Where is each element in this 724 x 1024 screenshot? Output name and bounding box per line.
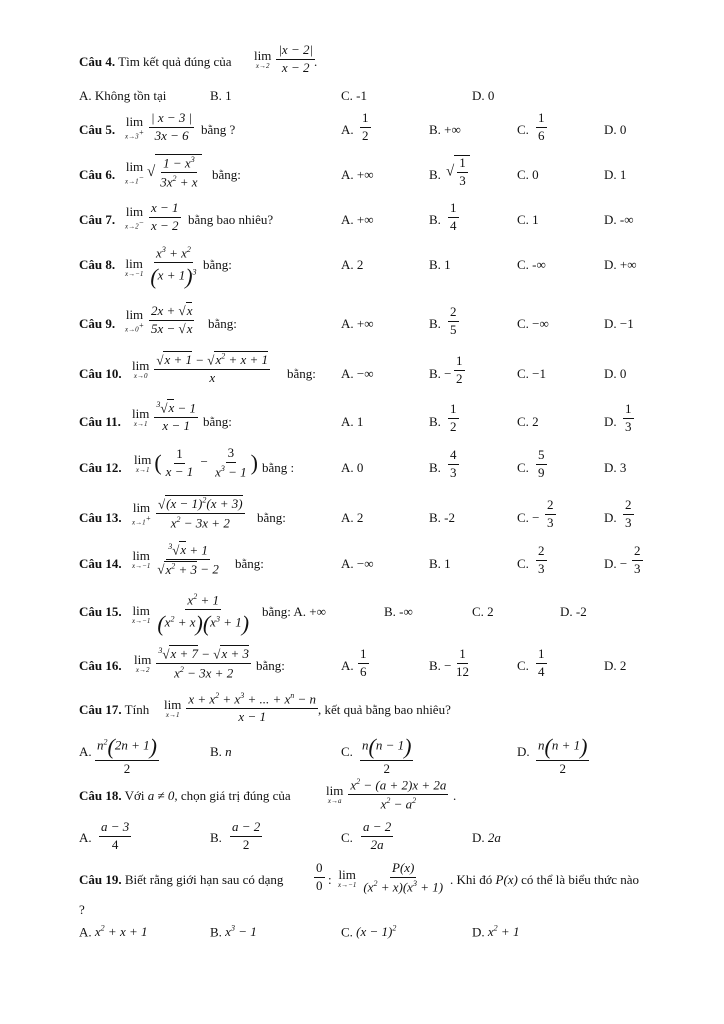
answer-b-value: $\frac{1}{2}$ (450, 401, 457, 434)
question-12 (0, 444, 724, 492)
answer-b-label[interactable]: B. (429, 212, 441, 227)
math-expression: lim x→−1 $\frac{x^2 + 1}{(x^2 + x)(x^3 + 1)}$ (132, 592, 250, 637)
question-label: Câu 11. (79, 414, 121, 429)
answers-4 (0, 88, 724, 106)
answer-b-label[interactable]: B. (429, 167, 441, 182)
answer-d-value: $\frac{n(n + 1)}{2}$ (538, 734, 588, 777)
question-text: . Khi đó (450, 872, 493, 887)
question-14 (0, 540, 724, 588)
polynomial-name: P(x) (495, 872, 518, 887)
question-19-continuation (0, 902, 724, 922)
question-text: bằng: (203, 414, 232, 429)
answer-c-label[interactable]: C. (517, 460, 529, 475)
math-expression: lim x→−1 $\frac{P(x)}{(x^2 + x)(x^3 + 1)}$ (338, 860, 444, 895)
answer-d-value: $x^2 + 1$ (487, 924, 520, 940)
answer-d[interactable]: D. 3 (604, 460, 627, 475)
answer-a-value: $\frac{1}{2}$ (362, 110, 369, 143)
question-label: Câu 19. (79, 872, 122, 887)
indeterminate-form: $\frac{0}{0}$ (316, 860, 323, 893)
question-text: bằng: (212, 167, 241, 182)
answer-a-label[interactable]: A. (341, 122, 354, 137)
question-text: Với (124, 788, 145, 803)
math-expression: lim x→1− √ $\frac{1 - x^3}{3x^2 + x}$ (125, 154, 202, 191)
answer-c-label[interactable]: C. (517, 122, 529, 137)
condition: a ≠ 0 (147, 788, 175, 803)
answer-b-label[interactable]: B. (429, 460, 441, 475)
answer-b-value: √ $\frac{1}{3}$ (446, 155, 470, 189)
answer-b-label[interactable]: B. (210, 744, 222, 759)
question-text: bằng: A. +∞ (262, 604, 326, 619)
answer-d[interactable]: D. 0 (604, 122, 627, 137)
answer-d-label[interactable]: D. (604, 414, 617, 429)
punctuation: . (314, 54, 318, 69)
answer-a[interactable]: A. +∞ (341, 167, 374, 182)
question-text: Tìm kết quả đúng của (118, 54, 232, 69)
answer-c-value: $(x - 1)^2$ (356, 924, 397, 940)
question-19 (0, 860, 724, 900)
question-7 (0, 199, 724, 241)
punctuation: : (328, 872, 332, 887)
answer-c[interactable]: C. −∞ (517, 316, 549, 331)
answer-a[interactable]: A. 0 (341, 460, 364, 475)
question-text: bằng : (262, 460, 295, 475)
answer-d-label[interactable]: D. − (604, 556, 628, 571)
answer-a-label[interactable]: A. (79, 924, 92, 940)
answer-d-value: $\frac{2}{3}$ (625, 497, 632, 530)
question-8 (0, 243, 724, 295)
answer-b-value: $\frac{1}{12}$ (456, 646, 469, 679)
answers-17 (0, 734, 724, 777)
math-expression: lim x→3+ $\frac{| x - 3 |}{3x - 6}$ (125, 110, 193, 143)
answer-b[interactable]: B. 1 (429, 257, 451, 272)
answer-a[interactable]: A. −∞ (341, 366, 374, 381)
answer-c-label[interactable]: C. (517, 658, 529, 673)
question-text: bằng: (203, 257, 232, 272)
question-13 (0, 494, 724, 540)
answer-d-value: 2a (487, 830, 501, 845)
answer-d-label[interactable]: D. (472, 830, 485, 845)
answer-c[interactable]: C. -∞ (517, 257, 546, 272)
question-6 (0, 152, 724, 196)
answer-c-value: $\frac{1}{6}$ (538, 110, 545, 143)
answers-18 (0, 820, 724, 860)
answer-b-value: n (225, 744, 232, 759)
answer-c[interactable]: C. 0 (517, 167, 539, 182)
answer-a[interactable]: A. +∞ (341, 316, 374, 331)
question-text: bằng: (287, 366, 316, 381)
question-text: có thể là biểu thức nào (521, 872, 639, 887)
answer-d[interactable]: D. 2 (604, 658, 627, 673)
answer-c-value: $\frac{2}{3}$ (538, 543, 545, 576)
answer-d-label[interactable]: D. (517, 744, 530, 759)
question-text: bằng bao nhiêu? (188, 212, 274, 227)
math-expression: lim x→2 $\frac{^3√x + 7 - √x + 3}{x^2 - 3x + 2}$ (134, 646, 249, 681)
question-label: Câu 7. (79, 212, 116, 227)
answer-a-value: $\frac{1}{6}$ (360, 646, 367, 679)
answer-c[interactable]: C. 2 (472, 604, 494, 619)
answer-c-value: $\frac{a - 2}{2a}$ (363, 819, 392, 852)
answer-b-value: $x^3 - 1$ (225, 924, 257, 940)
punctuation: . (453, 788, 457, 803)
answer-c[interactable]: C. -1 (341, 88, 367, 103)
answer-b-label[interactable]: B. (429, 414, 441, 429)
question-15 (0, 590, 724, 640)
question-label: Câu 6. (79, 167, 116, 182)
answer-b[interactable]: B. -∞ (384, 604, 413, 619)
answer-c-label[interactable]: C. (341, 744, 353, 759)
math-expression: lim x→1 $\frac{x + x^2 + x^3 + ... + x^n - n}{x - 1}$ (164, 691, 317, 725)
question-label: Câu 9. (79, 316, 116, 331)
answer-c-value: $\frac{1}{4}$ (538, 646, 545, 679)
answer-b[interactable]: B. 1 (210, 88, 232, 103)
answer-b-value: $\frac{4}{3}$ (450, 447, 457, 480)
answer-b-label[interactable]: B. − (429, 658, 452, 673)
math-expression: lim x→1 ( $\frac{1}{x - 1}$ − $\frac{3}{x^3 - 1}$ ) (134, 445, 258, 480)
answer-b[interactable]: B. 1 (429, 556, 451, 571)
answer-d-label[interactable]: D. (604, 510, 617, 525)
answer-d[interactable]: D. 1 (604, 167, 627, 182)
math-expression: lim x→−1 $\frac{^3√x + 1}{√x^2 + 3 - 2}$ (132, 542, 219, 577)
question-label: Câu 5. (79, 122, 116, 137)
question-text: bằng: (256, 658, 285, 673)
question-label: Câu 4. (79, 54, 116, 69)
answer-d-value: $\frac{2}{3}$ (634, 543, 641, 576)
answer-a-label[interactable]: A. (79, 744, 92, 759)
math-expression: lim x→1+ $\frac{√(x - 1)^2(x + 3)}{x^2 - 3x + 2}$ (132, 496, 243, 531)
answer-a[interactable]: A. 1 (341, 414, 364, 429)
question-label: Câu 16. (79, 658, 122, 673)
answer-d[interactable]: D. 0 (472, 88, 495, 103)
answer-a[interactable]: A. −∞ (341, 556, 374, 571)
answer-a[interactable]: A. 2 (341, 257, 364, 272)
answer-b-value: $\frac{1}{4}$ (450, 200, 457, 233)
answer-c[interactable]: C. 2 (517, 414, 539, 429)
question-label: Câu 10. (79, 366, 122, 381)
question-text: Tính (124, 702, 150, 717)
answer-c-label[interactable]: C. (341, 924, 353, 940)
answer-a-value: $x^2 + x + 1$ (94, 924, 148, 940)
answers-19 (0, 924, 724, 946)
question-label: Câu 8. (79, 257, 116, 272)
answer-b-label[interactable]: B. (210, 924, 222, 940)
question-label: Câu 18. (79, 788, 122, 803)
answer-b[interactable]: B. +∞ (429, 122, 461, 137)
answer-c-value: $\frac{2}{3}$ (547, 497, 554, 530)
answer-a-label[interactable]: A. (79, 830, 92, 845)
question-17 (0, 690, 724, 732)
answer-a-value: $\frac{n^2(2n + 1)}{2}$ (97, 734, 157, 777)
question-11 (0, 398, 724, 444)
answer-c-value: $\frac{n(n - 1)}{2}$ (362, 734, 412, 777)
question-9 (0, 302, 724, 346)
answer-d[interactable]: D. -∞ (604, 212, 634, 227)
answer-b-label[interactable]: B. − (429, 366, 452, 381)
answer-b[interactable]: B. -2 (429, 510, 455, 525)
question-text: , chọn giá trị đúng của (174, 788, 291, 803)
math-expression: lim x→0+ $\frac{2x + √x}{5x - √x}$ (125, 303, 193, 336)
question-16 (0, 644, 724, 690)
math-expression: lim x→−1 $\frac{x^3 + x^2}{(x + 1)^3}$ (125, 245, 197, 290)
answer-b-value: $\frac{1}{2}$ (456, 353, 463, 386)
question-text: Biết rằng giới hạn sau có dạng (124, 872, 284, 887)
answer-d-value: $\frac{1}{3}$ (625, 401, 632, 434)
answer-b-label[interactable]: B. (429, 316, 441, 331)
question-label: Câu 12. (79, 460, 122, 475)
question-label: Câu 17. (79, 702, 122, 717)
answer-a[interactable]: A. Không tồn tại (79, 88, 167, 103)
answer-a-value: $\frac{a - 3}{4}$ (101, 819, 130, 852)
answer-c-label[interactable]: C. − (517, 510, 540, 525)
answer-d[interactable]: D. +∞ (604, 257, 637, 272)
answer-c[interactable]: C. 1 (517, 212, 539, 227)
answer-d[interactable]: D. −1 (604, 316, 634, 331)
question-text: bằng: (208, 316, 237, 331)
answer-b-label[interactable]: B. (210, 830, 222, 845)
question-text: , kết quả bằng bao nhiêu? (318, 702, 451, 717)
answer-c-label[interactable]: C. (517, 556, 529, 571)
question-text: bằng: (257, 510, 286, 525)
question-label: Câu 13. (79, 510, 122, 525)
answer-d-label[interactable]: D. (472, 924, 485, 940)
question-text: bằng: (235, 556, 264, 571)
answer-d[interactable]: D. 0 (604, 366, 627, 381)
math-expression: lim x→2− $\frac{x - 1}{x - 2}$ (125, 200, 179, 233)
question-10 (0, 350, 724, 396)
answer-a[interactable]: A. +∞ (341, 212, 374, 227)
answer-c[interactable]: C. −1 (517, 366, 547, 381)
answer-d[interactable]: D. -2 (560, 604, 587, 619)
math-expression: lim x→0 $\frac{√x + 1 - √x^2 + x + 1}{x}$ (132, 352, 269, 386)
math-expression: lim x→1 $\frac{^3√x - 1}{x - 1}$ (132, 400, 197, 434)
answer-c-label[interactable]: C. (341, 830, 353, 845)
answer-b-value: $\frac{a - 2}{2}$ (232, 819, 261, 852)
answer-c-value: $\frac{5}{9}$ (538, 447, 545, 480)
question-5 (0, 110, 724, 150)
question-label: Câu 14. (79, 556, 122, 571)
question-18 (0, 776, 724, 818)
answer-a-label[interactable]: A. (341, 658, 354, 673)
math-expression: lim x→a $\frac{x^2 - (a + 2)x + 2a}{x^2 - a^2}$ (326, 777, 447, 812)
question-text: bằng ? (201, 122, 236, 137)
question-4 (0, 40, 724, 82)
answer-b-value: $\frac{2}{5}$ (450, 304, 457, 337)
math-expression: lim x→2 $\frac{|x - 2|}{x - 2}$ (254, 42, 314, 75)
question-mark: ? (79, 902, 85, 917)
question-label: Câu 15. (79, 604, 122, 619)
answer-a[interactable]: A. 2 (341, 510, 364, 525)
